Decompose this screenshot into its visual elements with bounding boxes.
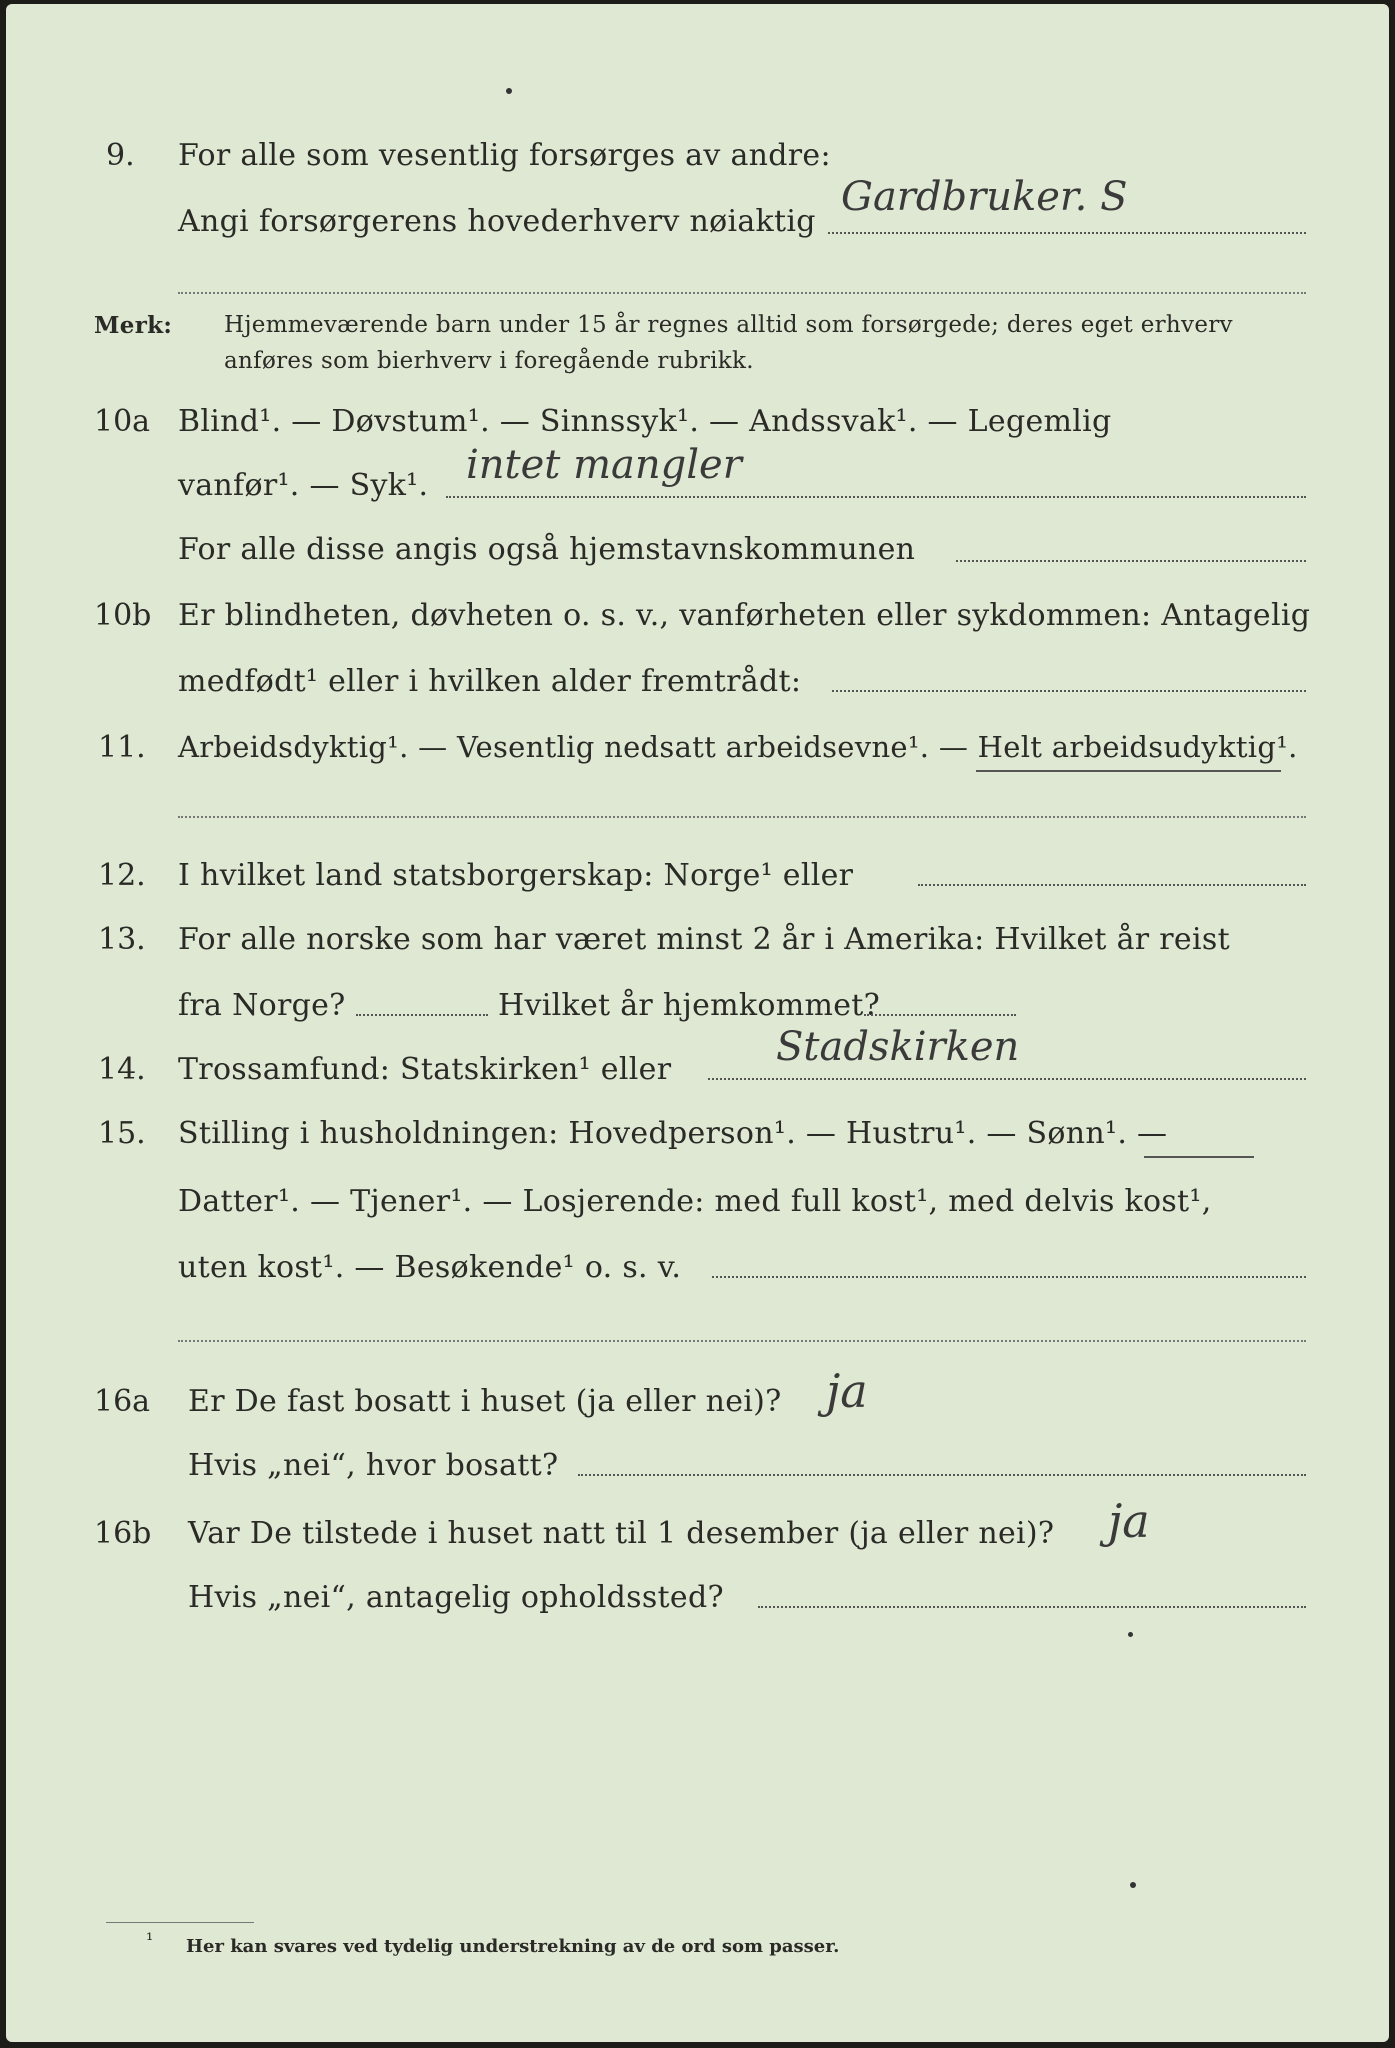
q11-line1: Arbeidsdyktig¹. — Vesentlig nedsatt arbeidsevne¹. — Helt arbeidsudyktig¹.: [178, 730, 1298, 764]
q10a-number: 10a: [94, 404, 151, 439]
q10a-line3-dots: [956, 560, 1306, 562]
merk-line1: Hjemmeværende barn under 15 år regnes alltid som forsørgede; deres eget erhverv: [224, 312, 1233, 338]
q15-line2: Datter¹. — Tjener¹. — Losjerende: med full kost¹, med delvis kost¹,: [178, 1184, 1212, 1219]
q13-line2a: fra Norge?: [178, 988, 346, 1023]
stray-mark: [1130, 1882, 1136, 1888]
q9-handwritten-answer: Gardbruker. S: [841, 174, 1128, 220]
q16a-line1: Er De fast bosatt i huset (ja eller nei)?: [188, 1384, 782, 1419]
q10b-answer-line: [832, 690, 1306, 692]
q15-number: 15.: [98, 1116, 146, 1151]
q16b-line1: Var De tilstede i huset natt til 1 desember (ja eller nei)?: [188, 1516, 1055, 1551]
q13-number: 13.: [98, 922, 146, 957]
q10a-line2: vanfør¹. — Syk¹.: [178, 468, 429, 503]
separator: [178, 816, 1306, 818]
q12-answer-line: [918, 884, 1306, 886]
q11-handwritten-underline: [976, 770, 1281, 772]
q15-sonn-underline: [1144, 1156, 1254, 1158]
q16b-number: 16b: [94, 1516, 152, 1551]
q16a-number: 16a: [94, 1384, 151, 1419]
separator: [178, 1340, 1306, 1342]
separator: [178, 292, 1306, 294]
q10b-line2: medfødt¹ eller i hvilken alder fremtrådt:: [178, 664, 802, 699]
q15-line3: uten kost¹. — Besøkende¹ o. s. v.: [178, 1250, 682, 1285]
stray-mark: [1128, 1632, 1133, 1637]
stray-mark: [506, 88, 512, 94]
q12-line1: I hvilket land statsborgerskap: Norge¹ eller: [178, 858, 854, 893]
q14-handwritten-answer: Stadskirken: [776, 1024, 1020, 1070]
q16a-answer-line: [578, 1474, 1306, 1476]
q15-line1: Stilling i husholdningen: Hovedperson¹. — Hustru¹. — Sønn¹. —: [178, 1116, 1168, 1151]
q10a-handwritten-answer: intet mangler: [466, 442, 742, 488]
census-form-page: [6, 4, 1389, 2042]
q16b-answer-line: [758, 1606, 1306, 1608]
q16b-line2: Hvis „nei“, antagelig opholdssted?: [188, 1580, 724, 1615]
q9-answer-line: [828, 232, 1306, 234]
q9-line2: Angi forsørgerens hovederhverv nøiaktig: [178, 204, 816, 239]
q9-line1: For alle som vesentlig forsørges av andre:: [178, 138, 831, 173]
q16a-line2: Hvis „nei“, hvor bosatt?: [188, 1448, 559, 1483]
q16a-handwritten-answer: ja: [826, 1364, 868, 1418]
footnote-text: Her kan svares ved tydelig understrekning av de ord som passer.: [186, 1936, 840, 1957]
footnote-separator: [106, 1922, 254, 1923]
q14-number: 14.: [98, 1052, 146, 1087]
q13-reist-line: [356, 1014, 488, 1016]
q10a-line1: Blind¹. — Døvstum¹. — Sinnssyk¹. — Andssvak¹. — Legemlig: [178, 404, 1112, 439]
q9-number: 9.: [106, 138, 135, 173]
q14-answer-line: [708, 1078, 1306, 1080]
q12-number: 12.: [98, 858, 146, 893]
q10a-answer-line: [446, 496, 1306, 498]
q16b-handwritten-answer: ja: [1108, 1494, 1150, 1548]
q13-line2b: Hvilket år hjemkommet?: [498, 988, 881, 1023]
footnote-mark: ¹: [146, 1930, 154, 1951]
merk-line2: anføres som bierhverv i foregående rubrikk.: [224, 348, 754, 374]
q13-line1: For alle norske som har været minst 2 år i Amerika: Hvilket år reist: [178, 922, 1230, 957]
q10b-line1: Er blindheten, døvheten o. s. v., vanførheten eller sykdommen: Antagelig: [178, 598, 1311, 633]
q15-answer-line: [712, 1276, 1306, 1278]
merk-label: Merk:: [94, 312, 173, 339]
q14-line1: Trossamfund: Statskirken¹ eller: [178, 1052, 672, 1087]
q10b-number: 10b: [94, 598, 152, 633]
q11-number: 11.: [98, 730, 146, 765]
q10a-line3: For alle disse angis også hjemstavnskommunen: [178, 532, 916, 567]
q13-hjemkommet-line: [864, 1014, 1016, 1016]
